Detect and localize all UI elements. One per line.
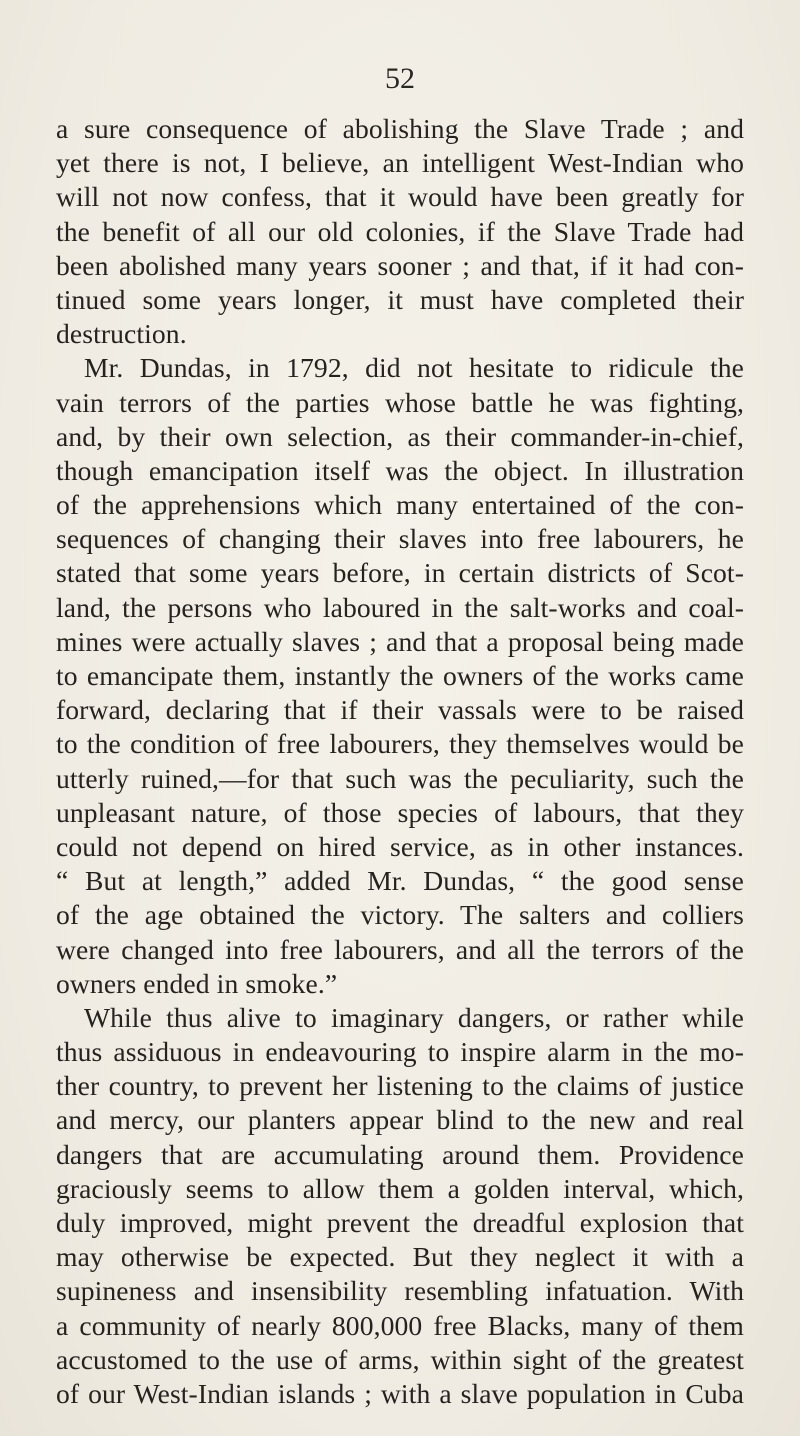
text-line: unpleasant nature, of those species of labours, that they xyxy=(56,796,744,828)
text-line: stated that some years before, in certain districts of Scot- xyxy=(56,557,744,589)
text-line: tinued some years longer, it must have completed their xyxy=(56,283,744,315)
text-line: though emancipation itself was the object. In illustration xyxy=(56,454,744,486)
text-line: of our West-Indian islands ; with a slave population in Cuba xyxy=(56,1377,744,1409)
text-line: of the apprehensions which many entertained of the con- xyxy=(56,489,744,521)
text-line: duly improved, might prevent the dreadful explosion that xyxy=(56,1207,744,1238)
text-line: to emancipate them, instantly the owners of the works came xyxy=(56,660,744,691)
text-line: utterly ruined,—for that such was the peculiarity, such the xyxy=(56,762,744,794)
text-line: graciously seems to allow them a golden interval, which, xyxy=(56,1172,744,1204)
text-line: dangers that are accumulating around them. Providence xyxy=(56,1138,744,1170)
text-line: a community of nearly 800,000 free Blacks, many of them xyxy=(56,1309,744,1341)
text-line: “ But at length,” added Mr. Dundas, “ the good sense xyxy=(56,865,744,897)
text-line: the benefit of all our old colonies, if the Slave Trade had xyxy=(56,215,744,247)
text-line: to the condition of free labourers, they themselves would be xyxy=(56,728,744,760)
text-line: mines were actually slaves ; and that a proposal being made xyxy=(56,625,744,657)
text-line: and, by their own selection, as their commander-in-chief, xyxy=(56,420,744,452)
text-line: supineness and insensibility resembling infatuation. With xyxy=(56,1275,744,1307)
text-line: land, the persons who laboured in the salt-works and coal- xyxy=(56,591,744,623)
text-line: will not now confess, that it would have been greatly for xyxy=(56,181,744,213)
page-number: 52 xyxy=(385,62,415,95)
text-line: may otherwise be expected. But they neglect it with a xyxy=(56,1241,744,1273)
text-line: of the age obtained the victory. The salters and colliers xyxy=(56,899,744,931)
text-line: vain terrors of the parties whose battle he was fighting, xyxy=(56,386,744,418)
text-line: Mr. Dundas, in 1792, did not hesitate to ridicule the xyxy=(84,352,744,384)
text-line: accustomed to the use of arms, within sight of the greatest xyxy=(56,1343,744,1375)
text-line: a sure consequence of abolishing the Slave Trade ; and xyxy=(56,113,744,144)
text-line: and mercy, our planters appear blind to the new and real xyxy=(56,1104,744,1136)
text-line: forward, declaring that if their vassals were to be raised xyxy=(56,694,744,726)
text-line: ther country, to prevent her listening to the claims of justice xyxy=(56,1070,744,1102)
text-line: were changed into free labourers, and all the terrors of the xyxy=(56,933,744,965)
text-line: While thus alive to imaginary dangers, or rather while xyxy=(84,1001,744,1033)
text-line: could not depend on hired service, as in other instances. xyxy=(56,830,744,862)
text-line: owners ended in smoke.” xyxy=(56,967,338,999)
body-text xyxy=(56,112,744,1411)
text-line: sequences of changing their slaves into free labourers, he xyxy=(56,523,744,555)
text-line: thus assiduous in endeavouring to inspire alarm in the mo- xyxy=(56,1036,744,1068)
text-line: yet there is not, I believe, an intelligent West-Indian who xyxy=(56,147,744,179)
text-line: destruction. xyxy=(56,318,187,350)
text-line: been abolished many years sooner ; and that, if it had con- xyxy=(56,249,744,281)
